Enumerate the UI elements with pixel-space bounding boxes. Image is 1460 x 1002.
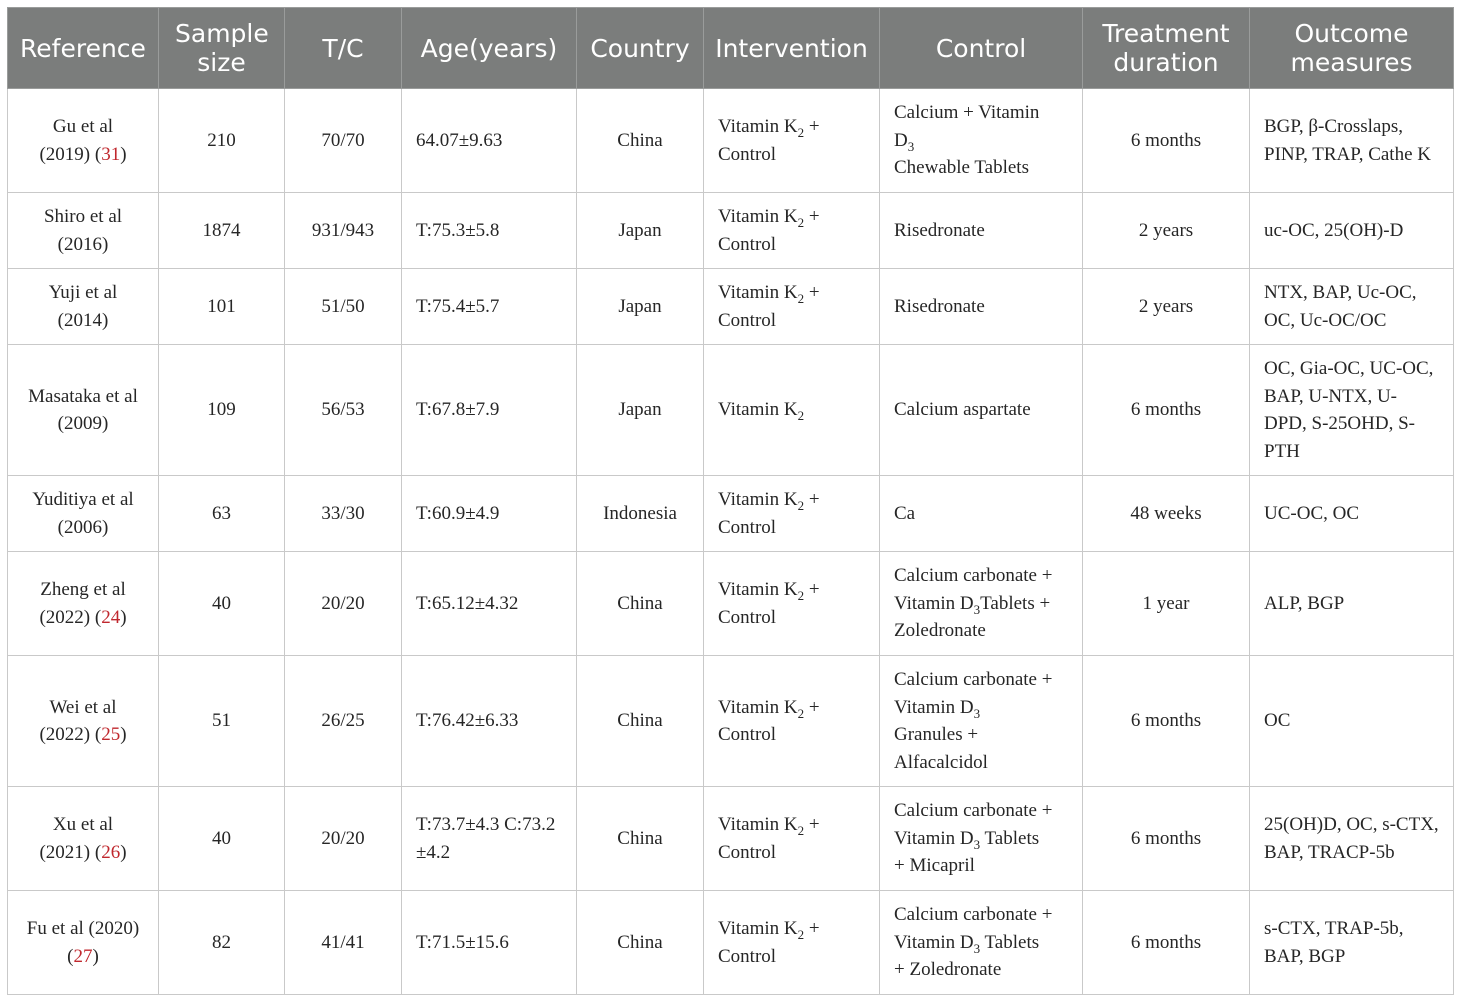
table-row	[8, 89, 1454, 193]
cell-age: T:76.42±6.33	[402, 656, 577, 787]
cell-sample-size: 51	[159, 656, 285, 787]
cell-tc: 51/50	[285, 269, 402, 345]
cell-duration: 6 months	[1083, 787, 1250, 891]
cell-duration: 2 years	[1083, 193, 1250, 269]
cell-outcome: uc-OC, 25(OH)-D	[1250, 193, 1454, 269]
cell-age: T:60.9±4.9	[402, 476, 577, 552]
cell-country: Japan	[577, 193, 704, 269]
cell-country: China	[577, 89, 704, 193]
cell-age: T:75.3±5.8	[402, 193, 577, 269]
cell-reference: Masataka et al (2009)	[8, 345, 159, 476]
citation-link[interactable]: 26	[101, 841, 121, 863]
cell-age: 64.07±9.63	[402, 89, 577, 193]
cell-country: China	[577, 891, 704, 995]
cell-intervention: Vitamin $K_2$ + Control	[704, 552, 880, 656]
studies-table	[7, 7, 1454, 995]
cell-duration: 1 year	[1083, 552, 1250, 656]
cell-control: Calcium + Vitamin $D_3$ Chewable Tablets	[880, 89, 1083, 193]
cell-intervention: Vitamin $K_2$ + Control	[704, 787, 880, 891]
cell-sample-size: 101	[159, 269, 285, 345]
cell-reference: Yuditiya et al (2006)	[8, 476, 159, 552]
cell-reference: Zheng et al (2022) (24)	[8, 552, 159, 656]
cell-intervention: Vitamin $K_2$ + Control	[704, 89, 880, 193]
cell-country: China	[577, 787, 704, 891]
cell-reference: Gu et al (2019) (31)	[8, 89, 159, 193]
cell-outcome: UC-OC, OC	[1250, 476, 1454, 552]
cell-sample-size: 82	[159, 891, 285, 995]
header-reference: Reference	[8, 8, 159, 89]
header-sample-size: Sample size	[159, 8, 285, 89]
cell-duration: 6 months	[1083, 89, 1250, 193]
cell-intervention: Vitamin $K_2$ + Control	[704, 476, 880, 552]
cell-country: Indonesia	[577, 476, 704, 552]
table-row	[8, 345, 1454, 476]
cell-intervention: Vitamin $K_2$ + Control	[704, 656, 880, 787]
cell-sample-size: 40	[159, 552, 285, 656]
cell-intervention: Vitamin $K_2$ + Control	[704, 193, 880, 269]
cell-control: Risedronate	[880, 193, 1083, 269]
cell-intervention: Vitamin $K_2$	[704, 345, 880, 476]
cell-intervention: Vitamin $K_2$ + Control	[704, 891, 880, 995]
cell-sample-size: 109	[159, 345, 285, 476]
table-row	[8, 552, 1454, 656]
cell-age: T:71.5±15.6	[402, 891, 577, 995]
cell-reference: Yuji et al (2014)	[8, 269, 159, 345]
cell-age: T:67.8±7.9	[402, 345, 577, 476]
table-row	[8, 656, 1454, 787]
cell-duration: 2 years	[1083, 269, 1250, 345]
header-intervention: Intervention	[704, 8, 880, 89]
cell-outcome: ALP, BGP	[1250, 552, 1454, 656]
table-row	[8, 787, 1454, 891]
cell-reference: Xu et al (2021) (26)	[8, 787, 159, 891]
citation-link[interactable]: 31	[101, 143, 121, 165]
cell-tc: 26/25	[285, 656, 402, 787]
cell-sample-size: 1874	[159, 193, 285, 269]
cell-control: Calcium carbonate + Vitamin $D_3$ Tablets + Zoledronate	[880, 891, 1083, 995]
cell-duration: 6 months	[1083, 891, 1250, 995]
header-outcome-measures: Outcome measures	[1250, 8, 1454, 89]
citation-link[interactable]: 24	[101, 606, 121, 628]
cell-sample-size: 210	[159, 89, 285, 193]
cell-tc: 41/41	[285, 891, 402, 995]
cell-outcome: BGP, β-Crosslaps, PINP, TRAP, Cathe K	[1250, 89, 1454, 193]
table-row	[8, 476, 1454, 552]
cell-control: Calcium carbonate + Vitamin $D_3$ Granules + Alfacalcidol	[880, 656, 1083, 787]
cell-outcome: NTX, BAP, Uc-OC, OC, Uc-OC/OC	[1250, 269, 1454, 345]
cell-country: China	[577, 552, 704, 656]
cell-reference: Shiro et al (2016)	[8, 193, 159, 269]
cell-tc: 20/20	[285, 787, 402, 891]
cell-sample-size: 63	[159, 476, 285, 552]
cell-age: T:73.7±4.3 C:73.2 ±4.2	[402, 787, 577, 891]
cell-age: T:65.12±4.32	[402, 552, 577, 656]
cell-sample-size: 40	[159, 787, 285, 891]
header-treatment-duration: Treatment duration	[1083, 8, 1250, 89]
cell-control: Calcium aspartate	[880, 345, 1083, 476]
header-control: Control	[880, 8, 1083, 89]
cell-tc: 33/30	[285, 476, 402, 552]
cell-country: Japan	[577, 345, 704, 476]
citation-link[interactable]: 25	[101, 724, 121, 745]
cell-tc: 931/943	[285, 193, 402, 269]
header-tc: T/C	[285, 8, 402, 89]
table-row	[8, 891, 1454, 995]
cell-outcome: OC, Gia-OC, UC-OC, BAP, U-NTX, U-DPD, S-25OHD, S-PTH	[1250, 345, 1454, 476]
cell-country: China	[577, 656, 704, 787]
cell-tc: 70/70	[285, 89, 402, 193]
table-row	[8, 193, 1454, 269]
cell-tc: 56/53	[285, 345, 402, 476]
cell-control: Calcium carbonate + Vitamin $D_3Tablets$ + Zoledronate	[880, 552, 1083, 656]
cell-outcome: 25(OH)D, OC, s-CTX, BAP, TRACP-5b	[1250, 787, 1454, 891]
cell-intervention: Vitamin $K_2$ + Control	[704, 269, 880, 345]
cell-duration: 48 weeks	[1083, 476, 1250, 552]
citation-link[interactable]: 27	[73, 945, 93, 967]
header-age: Age(years)	[402, 8, 577, 89]
cell-duration: 6 months	[1083, 345, 1250, 476]
cell-control: Risedronate	[880, 269, 1083, 345]
cell-age: T:75.4±5.7	[402, 269, 577, 345]
cell-duration: 6 months	[1083, 656, 1250, 787]
table-row	[8, 269, 1454, 345]
cell-outcome: s-CTX, TRAP-5b, BAP, BGP	[1250, 891, 1454, 995]
cell-control: Calcium carbonate + Vitamin $D_3$ Tablets + Micapril	[880, 787, 1083, 891]
cell-tc: 20/20	[285, 552, 402, 656]
cell-reference: Wei et al (2022) (25)	[8, 656, 159, 787]
cell-reference: Fu et al (2020) (27)	[8, 891, 159, 995]
header-country: Country	[577, 8, 704, 89]
cell-country: Japan	[577, 269, 704, 345]
cell-outcome: OC	[1250, 656, 1454, 787]
cell-control: Ca	[880, 476, 1083, 552]
header-row	[8, 8, 1454, 89]
